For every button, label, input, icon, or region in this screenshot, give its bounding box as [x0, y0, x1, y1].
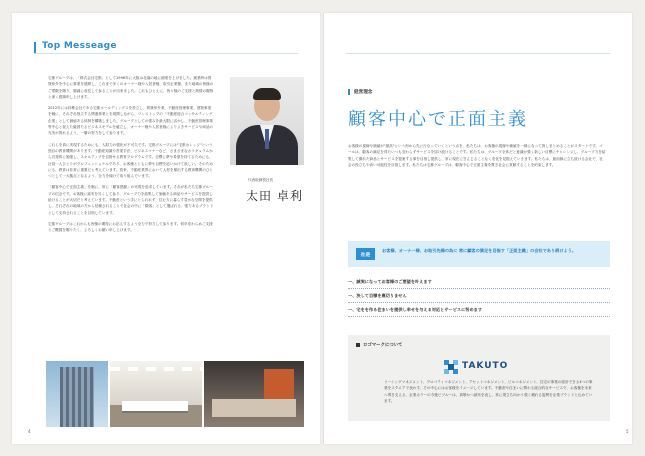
- left-page: [12, 13, 320, 444]
- portrait-hair: [253, 88, 281, 100]
- header-divider: [346, 53, 610, 54]
- ceo-portrait-photo: [230, 77, 304, 165]
- signature-role: 代表取締役社長: [248, 178, 274, 182]
- right-page: [324, 13, 632, 444]
- message-paragraph: これらを真に実現するためにも、人財力の強化が不可欠です。宅都グループには"宅都カレッジ"という独自の教育機関があります。不動産知識や営業手法、ビジネスマナーなど、さまざまなカリキュラムから自発的に勉強し、スキルアップを目指せる教育プログラムです。目標に夢や希望を持てるためにも、社員一人ひとりがプロフェッショナルであり、お客様とともに夢や目標を追いかけて欲しい。そのためにも、教育は非常に重要だと考えています。将来、不動産業界において人材を輩出する教育機関のひとつとして一大拠点となるよう、全力を傾けて取り組んでいます。: [48, 142, 214, 179]
- header-divider: [34, 53, 298, 54]
- philosophy-label: 経営理念: [348, 89, 372, 95]
- vision-item-3: 一、宅をを作る住まいを提供し幸せを与える対応とサービスに努めます: [348, 307, 610, 317]
- logo-section-title: ロゴマークについて: [356, 342, 402, 348]
- message-body: [48, 75, 214, 239]
- office-interior-photo: [110, 361, 202, 427]
- reception-wall-panel: [264, 369, 294, 401]
- page-number-left: 4: [28, 429, 31, 434]
- message-paragraph: 2012年には持株会社である宅都ホールディングスを設立し、賃貸仲介業、不動産管理事業、建物事業を軸に、それぞれ独立する関連事業とを展開しながら、ワンストップの「不動産総合コンサルティング企業」として価値ある体制を構築しました。グループとしての強みを最大限に活かし、不動産管理事業等中心と捉えた確固たるビジネスモデルを確立し、オーナー様や入居者様によりよきサービスや商品の充実が図れるよう、一層の努力をして参ります。: [48, 106, 214, 136]
- vision-item-1: 一、誠実になってお客様のご要望を叶えます: [348, 279, 610, 289]
- header-accent-bar: [34, 42, 36, 53]
- mission-text: お客様、オーナー様、お取引先様の為に 常に顧客の満足を目指す「正面主義」の会社であり続けよう。: [382, 248, 577, 253]
- logo-wordmark: TAKUTO: [462, 361, 509, 371]
- message-paragraph: 「顧客中心で正面主義」を胸に、常に「顧客感動」の実現を追求しています。それが私たち宅都グループの信念です。お客様に誠実を尽くして参り、グループ力を結集して価値ある商品やサービスを提供し続けることが大切だと考えています。不動産という手にとられれず、住む方に暮らす豊かな空間を提供し、それぞれの地域の方から信頼されることで社会の中に「顧客」として選ばれる、強力あるブランドとして支持されることを目指しています。: [48, 185, 214, 215]
- mission-tag: 社是: [356, 248, 375, 260]
- philosophy-headline: 顧客中心で正面主義: [348, 109, 528, 130]
- philosophy-body: お客様の視線や価値が"最高"という形から先に行なっていくという点を、私たちは、お客様の視線や価値を一緒になって探しまとめることがスタートです。ゴールは、顧客の満足を得たいつも変わらずサービスを届け続けることです。私たちは、グループ全体だと意識が強く新しい目標にチャレンジし、グループ力を結集して優れた商品とサービスを提案する事を目指し提供し、常に現在に甘んじることなく変化を見据えていきます。私たちは、最前線に立ち続ける会社で、社会の役立ちや高い可能性を目指します。私たちは宅都グループは、顧客中心で正面主義を貫き社会に貢献することを約束します。: [348, 144, 606, 167]
- reception-counter: [212, 399, 296, 417]
- logo-section: [348, 335, 610, 421]
- page-number-right: 5: [626, 429, 629, 434]
- signature-name: 太田 卓利: [246, 189, 303, 203]
- message-paragraph: 宅都グループはこれからも皆様の期待にお応えするよう全力で努力して参ります。何卒変わらぬご支援とご鞭撻を賜りたく、よろしくお願い申し上げます。: [48, 221, 213, 233]
- mission-box: [348, 241, 610, 267]
- reception-photo: [204, 361, 304, 427]
- logo-description: リーシングマネジメント、プロパティマネジメント、アセットマネジメント、ビルマネジメント、住宅の事業の総計できる4つの事業をスクエアで表わす。その中心にはお客様をイメージしています。不動産や住まいに関わる総合的なサービスで、お客様を未来へ導き支える、企業カラーの今後ビブルーは、真摯かつ誠実を表し、常に果立ち向かう強く頼れる姿勢を企業ブランドと込めています。: [384, 380, 593, 403]
- page-title: Top Messeage: [42, 41, 117, 51]
- vision-item-2: 一、決して目標を裏切りません: [348, 293, 610, 303]
- ceiling-lights: [110, 367, 202, 371]
- building-tower: [60, 367, 94, 427]
- portrait-tie: [265, 129, 269, 149]
- message-paragraph: 宅都グループは、「株式会社宅都」として1998年に大阪は北堀の地に創業を上げました。創業時は賃貸仲介を中心に事業を展開し、これまで多くのオーナー様や入居者様、取引企業様、また地域の皆様のご愛顧を賜り、順調に成長して参ることが出来ました。これもひとえに、皆々様のご支援と熱情の賜物と深く感謝申し上げます。: [48, 76, 214, 99]
- office-desk: [122, 401, 188, 411]
- takuto-logo-icon: [444, 360, 458, 374]
- building-photo: [46, 361, 108, 427]
